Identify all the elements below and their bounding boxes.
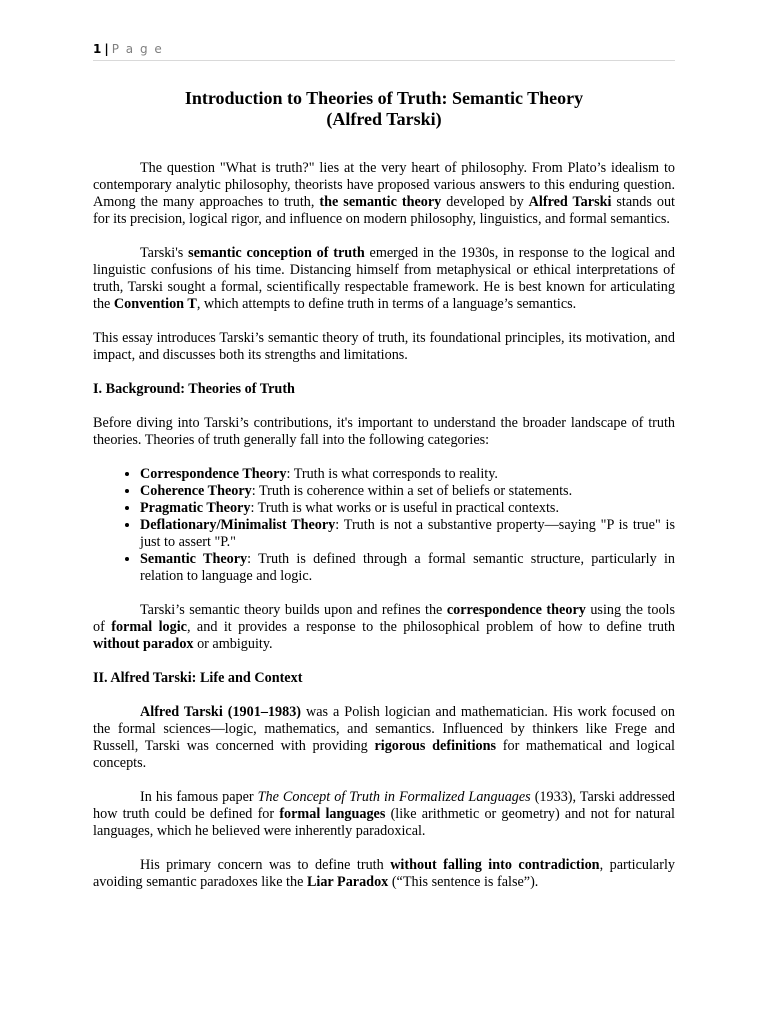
essay-overview-paragraph: This essay introduces Tarski’s semantic theory of truth, its foundational principles, its motivation, and impact, and discusses both its strengths and limitations. (93, 330, 675, 363)
bold-run: without falling into contradiction (390, 857, 600, 873)
header-separator: | (104, 42, 109, 56)
bold-run: rigorous definitions (374, 738, 497, 754)
text-run: , which attempts to define truth in terms of a language’s semantics. (196, 296, 577, 312)
text-run: (1933), Tarski addressed how truth could be defined for (93, 789, 675, 822)
text-run: stands out for its precision, logical rigor, and influence on modern philosophy, linguistics, and formal semantics. (93, 194, 675, 227)
list-term: Semantic Theory (140, 551, 248, 567)
bold-run: the semantic theory (319, 194, 442, 210)
page-header (93, 42, 675, 61)
text-run: developed by (441, 194, 529, 210)
list-item (140, 500, 675, 517)
title-line-1: Introduction to Theories of Truth: Semantic Theory (184, 88, 584, 108)
list-term: Pragmatic Theory (140, 500, 251, 516)
bold-run: formal logic (111, 619, 187, 635)
page-number: 1 (93, 42, 102, 56)
list-item (140, 517, 675, 551)
text-run: In his famous paper (140, 789, 258, 805)
document-body (93, 88, 675, 908)
list-item (140, 551, 675, 585)
section-1-intro: Before diving into Tarski’s contributions, it's important to understand the broader landscape of truth theories. Theories of truth generally fall into the following categories: (93, 415, 675, 448)
bold-run: without paradox (93, 636, 194, 652)
intro-paragraph (93, 160, 675, 228)
text-run: Tarski's (140, 245, 189, 261)
text-run: The question "What is truth?" lies at the very heart of philosophy. From Plato’s idealism to contemporary analytic philosophy, theorists have proposed various answers to this enduring question. Among the many approaches to truth, (93, 160, 675, 210)
tarski-paragraph (93, 245, 675, 313)
list-desc: : Truth is not a substantive property—saying "P is true" is just to assert "P." (140, 517, 676, 550)
bold-run: Alfred Tarski (1901–1983) (140, 704, 302, 720)
bold-run: Alfred Tarski (528, 194, 612, 210)
text-run: Tarski’s semantic theory builds upon and refines the (140, 602, 447, 618)
bold-run: formal languages (279, 806, 386, 822)
list-desc: : Truth is what corresponds to reality. (286, 466, 498, 482)
text-run: was a Polish logician and mathematician. His work focused on the formal sciences—logic, mathematics, and semantics. Influenced by thinkers like Frege and Russell, Tarski was concerned with providing (93, 704, 675, 754)
bold-run: semantic conception of truth (188, 245, 365, 261)
theories-list (93, 466, 675, 585)
text-run: , and it provides a response to the philosophical problem of how to define truth (186, 619, 675, 635)
text-run: (“This sentence is false”). (388, 874, 539, 890)
list-desc: : Truth is coherence within a set of beliefs or statements. (251, 483, 573, 499)
list-desc: : Truth is what works or is useful in practical contexts. (250, 500, 559, 516)
section-1-closing-paragraph (93, 602, 675, 653)
document-title (93, 88, 675, 130)
list-term: Correspondence Theory (140, 466, 287, 482)
text-run: using the tools of (93, 602, 676, 635)
list-desc: : Truth is defined through a formal semantic structure, particularly in relation to language and logic. (140, 551, 675, 584)
section-1-heading: I. Background: Theories of Truth (93, 381, 295, 397)
section-2-heading: II. Alfred Tarski: Life and Context (93, 670, 303, 686)
page-label: P a g e (111, 42, 164, 56)
text-run: emerged in the 1930s, in response to the logical and linguistic confusions of his time. Distancing himself from metaphysical or ethical interpretations of truth, Tarski sought a formal, scientifically respectable framework. He is best known for articulating the (93, 245, 675, 312)
list-item (140, 483, 675, 500)
tarski-bio-paragraph (93, 704, 675, 772)
text-run: (like arithmetic or geometry) and not for natural languages, which he believed were inherently paradoxical. (93, 806, 676, 839)
title-line-2: (Alfred Tarski) (326, 109, 442, 129)
list-item (140, 466, 675, 483)
bold-run: Convention T (113, 296, 197, 312)
bold-run: Liar Paradox (306, 874, 389, 890)
text-run: , particularly avoiding semantic paradoxes like the (93, 857, 675, 890)
famous-paper-paragraph (93, 789, 675, 840)
bold-run: correspondence theory (446, 602, 586, 618)
list-term: Deflationary/Minimalist Theory (140, 517, 336, 533)
text-run: or ambiguity. (193, 636, 273, 652)
italic-run: The Concept of Truth in Formalized Languages (257, 789, 531, 805)
text-run: His primary concern was to define truth (140, 857, 391, 873)
text-run: for mathematical and logical concepts. (93, 738, 675, 771)
primary-concern-paragraph (93, 857, 675, 891)
list-term: Coherence Theory (140, 483, 252, 499)
